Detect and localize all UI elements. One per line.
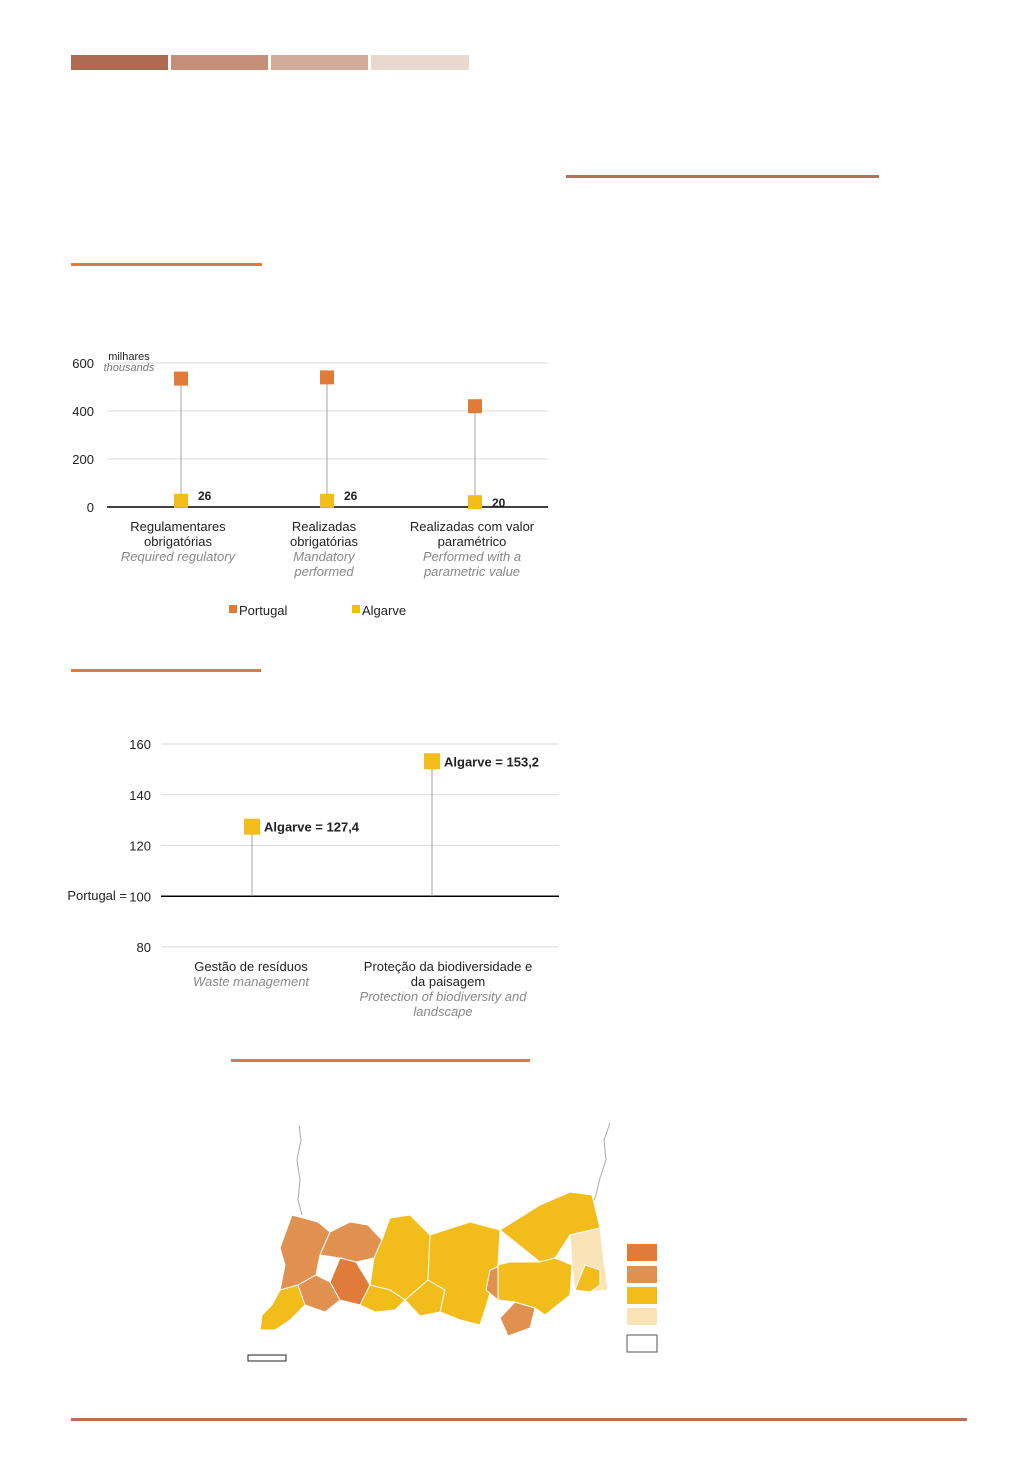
category-label-pt: obrigatórias bbox=[144, 534, 212, 549]
category-label-pt: obrigatórias bbox=[290, 534, 358, 549]
map-legend-swatch bbox=[627, 1244, 657, 1261]
category-label-en: Protection of biodiversity and bbox=[359, 989, 527, 1004]
algarve-data-label: 26 bbox=[198, 488, 212, 503]
algarve-data-label: Algarve = 153,2 bbox=[444, 754, 540, 770]
y-tick-label: 160 bbox=[129, 737, 151, 752]
map-region-vila-do-bispo bbox=[260, 1285, 305, 1330]
legend-label-algarve: Algarve bbox=[362, 603, 407, 618]
y-tick-label: 80 bbox=[136, 940, 151, 955]
y-tick-label: 400 bbox=[72, 404, 94, 419]
category-label-pt: paramétrico bbox=[437, 534, 507, 549]
category-label-pt: Realizadas com valor bbox=[409, 519, 535, 534]
unit-label-pt: milhares bbox=[108, 351, 150, 363]
category-label-en: Performed with a bbox=[422, 549, 522, 564]
y-tick-label: 0 bbox=[86, 500, 94, 515]
baseline-label: Portugal = bbox=[67, 888, 127, 903]
map-outline-west-coast bbox=[297, 1125, 302, 1215]
algarve-data-label: 20 bbox=[492, 496, 506, 511]
y-tick-label: 100 bbox=[129, 889, 151, 905]
category-label-en: Waste management bbox=[192, 974, 310, 989]
algarve-marker bbox=[244, 819, 260, 835]
y-tick-label: 120 bbox=[129, 838, 151, 854]
map-legend-swatch bbox=[627, 1287, 657, 1304]
category-label-en: landscape bbox=[413, 1004, 473, 1019]
map-legend-swatch bbox=[627, 1308, 657, 1325]
section-rule-3 bbox=[231, 1059, 530, 1062]
y-tick-label: 200 bbox=[72, 452, 94, 467]
category-label-pt: Regulamentares bbox=[130, 519, 226, 534]
map-legend-swatch bbox=[627, 1266, 657, 1283]
category-label-pt: Proteção da biodiversidade e bbox=[363, 959, 533, 974]
legend-label-portugal: Portugal bbox=[239, 603, 288, 618]
map-region-faro bbox=[500, 1302, 535, 1336]
map-outline-east-border bbox=[590, 1123, 610, 1210]
map-legend bbox=[620, 1236, 670, 1361]
map-scale-bar bbox=[248, 1355, 286, 1361]
map-region-tavira bbox=[498, 1258, 572, 1315]
category-label-en: Required regulatory bbox=[120, 549, 236, 564]
category-label-pt: da paisagem bbox=[410, 974, 486, 989]
map-legend-swatch bbox=[627, 1335, 657, 1352]
algarve-marker bbox=[424, 753, 440, 769]
category-label-pt: Gestão de resíduos bbox=[194, 959, 308, 974]
map-region-monchique bbox=[320, 1222, 382, 1262]
category-label-pt: Realizadas bbox=[291, 519, 357, 534]
algarve-data-label: 26 bbox=[344, 488, 358, 503]
algarve-map bbox=[240, 1115, 640, 1375]
y-tick-label: 140 bbox=[129, 787, 151, 803]
unit-label-en: thousands bbox=[103, 362, 155, 374]
category-label-en: Mandatory bbox=[293, 549, 355, 564]
footer-rule bbox=[71, 1418, 967, 1421]
y-tick-label: 600 bbox=[72, 356, 94, 371]
algarve-data-label: Algarve = 127,4 bbox=[264, 819, 360, 835]
category-label-en: performed bbox=[294, 564, 354, 579]
category-label-en: parametric value bbox=[423, 564, 521, 579]
